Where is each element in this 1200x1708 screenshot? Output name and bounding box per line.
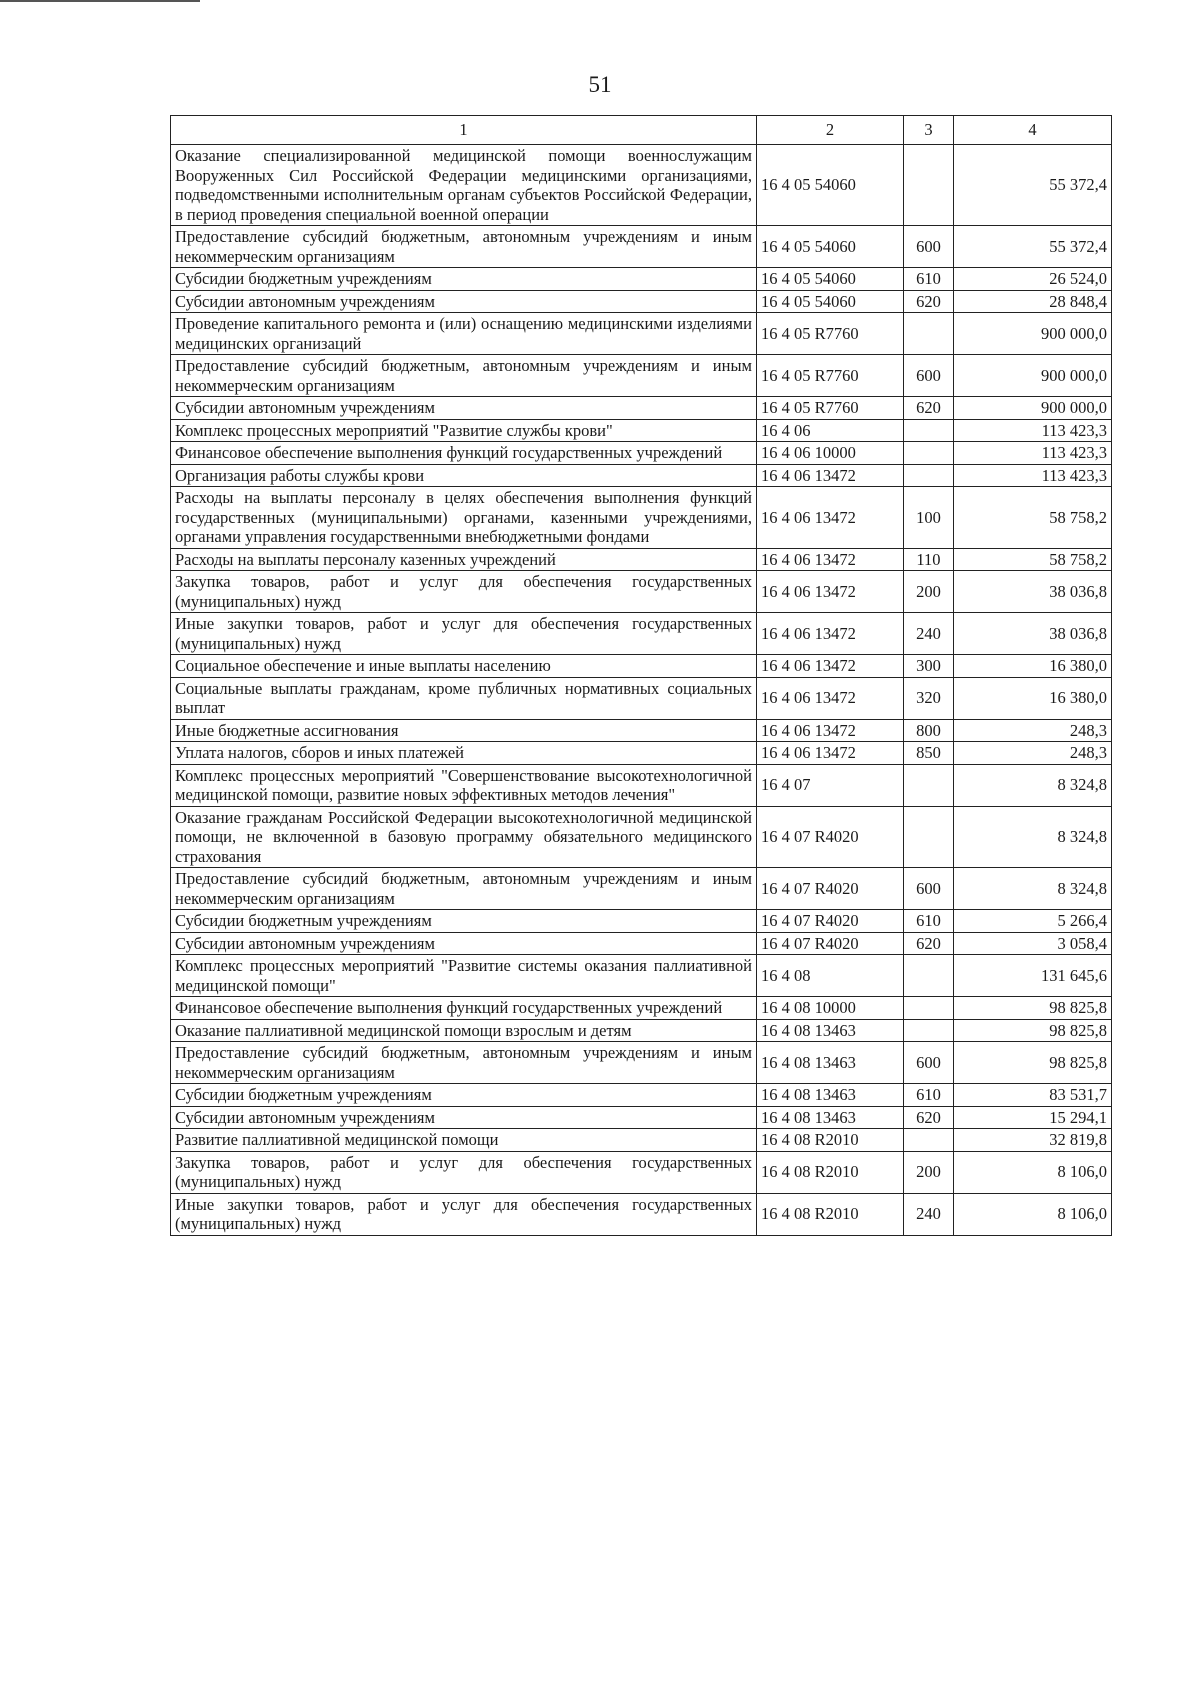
row-sum: 113 423,3 xyxy=(954,442,1112,465)
row-expense-type xyxy=(904,806,954,868)
row-code: 16 4 06 13472 xyxy=(757,613,904,655)
table-row xyxy=(171,868,1112,910)
row-sum: 32 819,8 xyxy=(954,1129,1112,1152)
row-code: 16 4 06 13472 xyxy=(757,548,904,571)
row-code: 16 4 07 R4020 xyxy=(757,932,904,955)
row-code: 16 4 08 13463 xyxy=(757,1019,904,1042)
row-name: Закупка товаров, работ и услуг для обеспечения государственных (муниципальных) нужд xyxy=(171,571,757,613)
row-code: 16 4 08 13463 xyxy=(757,1106,904,1129)
header-row xyxy=(171,116,1112,145)
row-expense-type: 300 xyxy=(904,655,954,678)
row-name: Иные закупки товаров, работ и услуг для обеспечения государственных (муниципальных) нужд xyxy=(171,1193,757,1235)
row-expense-type xyxy=(904,955,954,997)
row-code: 16 4 08 13463 xyxy=(757,1084,904,1107)
row-code: 16 4 05 54060 xyxy=(757,145,904,226)
table-row xyxy=(171,955,1112,997)
row-sum: 113 423,3 xyxy=(954,464,1112,487)
table-row xyxy=(171,1019,1112,1042)
row-sum: 98 825,8 xyxy=(954,997,1112,1020)
row-expense-type: 200 xyxy=(904,1151,954,1193)
table-row xyxy=(171,442,1112,465)
table-row xyxy=(171,290,1112,313)
table-row xyxy=(171,655,1112,678)
row-code: 16 4 08 R2010 xyxy=(757,1129,904,1152)
row-code: 16 4 08 xyxy=(757,955,904,997)
row-expense-type: 610 xyxy=(904,910,954,933)
row-name: Организация работы службы крови xyxy=(171,464,757,487)
row-expense-type: 610 xyxy=(904,268,954,291)
row-sum: 58 758,2 xyxy=(954,548,1112,571)
row-expense-type xyxy=(904,764,954,806)
row-name: Предоставление субсидий бюджетным, автономным учреждениям и иным некоммерческим организациям xyxy=(171,226,757,268)
table-row xyxy=(171,719,1112,742)
row-expense-type: 240 xyxy=(904,613,954,655)
row-expense-type: 850 xyxy=(904,742,954,765)
row-expense-type: 100 xyxy=(904,487,954,549)
table-row xyxy=(171,548,1112,571)
row-expense-type: 620 xyxy=(904,397,954,420)
row-name: Иные закупки товаров, работ и услуг для обеспечения государственных (муниципальных) нужд xyxy=(171,613,757,655)
table-row xyxy=(171,1106,1112,1129)
row-expense-type: 600 xyxy=(904,355,954,397)
row-name: Развитие паллиативной медицинской помощи xyxy=(171,1129,757,1152)
row-expense-type: 110 xyxy=(904,548,954,571)
row-sum: 55 372,4 xyxy=(954,145,1112,226)
row-code: 16 4 05 R7760 xyxy=(757,313,904,355)
row-sum: 8 324,8 xyxy=(954,764,1112,806)
row-code: 16 4 07 R4020 xyxy=(757,868,904,910)
row-name: Субсидии автономным учреждениям xyxy=(171,1106,757,1129)
row-name: Финансовое обеспечение выполнения функций государственных учреждений xyxy=(171,997,757,1020)
row-name: Субсидии автономным учреждениям xyxy=(171,932,757,955)
row-sum: 16 380,0 xyxy=(954,677,1112,719)
row-code: 16 4 07 xyxy=(757,764,904,806)
table-header xyxy=(171,116,1112,145)
row-code: 16 4 05 R7760 xyxy=(757,355,904,397)
row-code: 16 4 06 13472 xyxy=(757,677,904,719)
row-sum: 58 758,2 xyxy=(954,487,1112,549)
row-code: 16 4 05 54060 xyxy=(757,268,904,291)
row-code: 16 4 08 13463 xyxy=(757,1042,904,1084)
top-rule xyxy=(0,0,200,2)
row-name: Иные бюджетные ассигнования xyxy=(171,719,757,742)
table-row xyxy=(171,1129,1112,1152)
row-sum: 248,3 xyxy=(954,719,1112,742)
row-name: Субсидии бюджетным учреждениям xyxy=(171,268,757,291)
row-name: Субсидии бюджетным учреждениям xyxy=(171,1084,757,1107)
row-expense-type: 600 xyxy=(904,1042,954,1084)
row-code: 16 4 06 13472 xyxy=(757,464,904,487)
row-sum: 3 058,4 xyxy=(954,932,1112,955)
row-expense-type: 620 xyxy=(904,1106,954,1129)
row-name: Уплата налогов, сборов и иных платежей xyxy=(171,742,757,765)
row-code: 16 4 06 13472 xyxy=(757,487,904,549)
row-name: Расходы на выплаты персоналу казенных учреждений xyxy=(171,548,757,571)
row-expense-type: 620 xyxy=(904,932,954,955)
row-name: Комплекс процессных мероприятий "Развитие службы крови" xyxy=(171,419,757,442)
row-expense-type: 610 xyxy=(904,1084,954,1107)
row-code: 16 4 06 13472 xyxy=(757,742,904,765)
row-sum: 15 294,1 xyxy=(954,1106,1112,1129)
row-code: 16 4 07 R4020 xyxy=(757,910,904,933)
row-expense-type: 320 xyxy=(904,677,954,719)
row-expense-type xyxy=(904,1129,954,1152)
table-row xyxy=(171,910,1112,933)
row-sum: 38 036,8 xyxy=(954,613,1112,655)
row-sum: 98 825,8 xyxy=(954,1019,1112,1042)
row-name: Субсидии бюджетным учреждениям xyxy=(171,910,757,933)
row-name: Проведение капитального ремонта и (или) оснащению медицинскими изделиями медицинских организаций xyxy=(171,313,757,355)
row-code: 16 4 06 13472 xyxy=(757,655,904,678)
row-sum: 131 645,6 xyxy=(954,955,1112,997)
row-code: 16 4 06 13472 xyxy=(757,571,904,613)
table-row xyxy=(171,397,1112,420)
table-row xyxy=(171,571,1112,613)
table-row xyxy=(171,464,1112,487)
row-expense-type xyxy=(904,997,954,1020)
row-name: Оказание гражданам Российской Федерации высокотехнологичной медицинской помощи, не включенной в базовую программу обязательного медицинского страхования xyxy=(171,806,757,868)
row-name: Социальное обеспечение и иные выплаты населению xyxy=(171,655,757,678)
row-name: Предоставление субсидий бюджетным, автономным учреждениям и иным некоммерческим организациям xyxy=(171,868,757,910)
row-sum: 113 423,3 xyxy=(954,419,1112,442)
row-expense-type: 600 xyxy=(904,868,954,910)
table-row xyxy=(171,806,1112,868)
table-row xyxy=(171,1042,1112,1084)
table-row xyxy=(171,932,1112,955)
table-row xyxy=(171,313,1112,355)
table-row xyxy=(171,1151,1112,1193)
row-sum: 8 324,8 xyxy=(954,868,1112,910)
row-sum: 26 524,0 xyxy=(954,268,1112,291)
table-row xyxy=(171,1084,1112,1107)
table-body xyxy=(171,145,1112,1236)
row-name: Расходы на выплаты персоналу в целях обеспечения выполнения функций государственных (муниципальными) органами, казенными учреждениями, органами управления государственными внебюджетными фондами xyxy=(171,487,757,549)
row-sum: 900 000,0 xyxy=(954,355,1112,397)
row-code: 16 4 05 54060 xyxy=(757,290,904,313)
row-sum: 5 266,4 xyxy=(954,910,1112,933)
row-name: Комплекс процессных мероприятий "Совершенствование высокотехнологичной медицинской помощи, развитие новых эффективных методов лечения" xyxy=(171,764,757,806)
row-code: 16 4 07 R4020 xyxy=(757,806,904,868)
row-sum: 8 324,8 xyxy=(954,806,1112,868)
row-sum: 8 106,0 xyxy=(954,1151,1112,1193)
table-row xyxy=(171,613,1112,655)
row-expense-type: 800 xyxy=(904,719,954,742)
row-name: Предоставление субсидий бюджетным, автономным учреждениям и иным некоммерческим организациям xyxy=(171,355,757,397)
row-expense-type xyxy=(904,464,954,487)
table-row xyxy=(171,677,1112,719)
row-expense-type xyxy=(904,145,954,226)
row-code: 16 4 06 13472 xyxy=(757,719,904,742)
row-code: 16 4 08 R2010 xyxy=(757,1151,904,1193)
row-code: 16 4 06 10000 xyxy=(757,442,904,465)
table-row xyxy=(171,1193,1112,1235)
row-name: Финансовое обеспечение выполнения функций государственных учреждений xyxy=(171,442,757,465)
header-col-2: 2 xyxy=(757,116,904,145)
row-sum: 98 825,8 xyxy=(954,1042,1112,1084)
header-col-1: 1 xyxy=(171,116,757,145)
row-sum: 55 372,4 xyxy=(954,226,1112,268)
row-expense-type: 620 xyxy=(904,290,954,313)
row-sum: 38 036,8 xyxy=(954,571,1112,613)
row-code: 16 4 05 54060 xyxy=(757,226,904,268)
row-expense-type: 600 xyxy=(904,226,954,268)
row-sum: 900 000,0 xyxy=(954,313,1112,355)
table-row xyxy=(171,226,1112,268)
row-expense-type xyxy=(904,313,954,355)
row-name: Закупка товаров, работ и услуг для обеспечения государственных (муниципальных) нужд xyxy=(171,1151,757,1193)
row-code: 16 4 08 10000 xyxy=(757,997,904,1020)
row-name: Субсидии автономным учреждениям xyxy=(171,290,757,313)
row-name: Комплекс процессных мероприятий "Развитие системы оказания паллиативной медицинской помощи" xyxy=(171,955,757,997)
row-sum: 900 000,0 xyxy=(954,397,1112,420)
row-name: Оказание паллиативной медицинской помощи взрослым и детям xyxy=(171,1019,757,1042)
row-sum: 16 380,0 xyxy=(954,655,1112,678)
table-row xyxy=(171,419,1112,442)
table-row xyxy=(171,764,1112,806)
row-name: Предоставление субсидий бюджетным, автономным учреждениям и иным некоммерческим организациям xyxy=(171,1042,757,1084)
row-sum: 83 531,7 xyxy=(954,1084,1112,1107)
page-number: 51 xyxy=(588,72,612,97)
table-row xyxy=(171,997,1112,1020)
header-col-4: 4 xyxy=(954,116,1112,145)
table-row xyxy=(171,742,1112,765)
row-name: Социальные выплаты гражданам, кроме публичных нормативных социальных выплат xyxy=(171,677,757,719)
row-sum: 8 106,0 xyxy=(954,1193,1112,1235)
row-expense-type xyxy=(904,442,954,465)
row-expense-type xyxy=(904,419,954,442)
row-expense-type xyxy=(904,1019,954,1042)
row-sum: 28 848,4 xyxy=(954,290,1112,313)
row-expense-type: 200 xyxy=(904,571,954,613)
row-expense-type: 240 xyxy=(904,1193,954,1235)
budget-table xyxy=(170,115,1112,1236)
row-name: Субсидии автономным учреждениям xyxy=(171,397,757,420)
row-code: 16 4 05 R7760 xyxy=(757,397,904,420)
table-row xyxy=(171,487,1112,549)
table-row xyxy=(171,355,1112,397)
table-row xyxy=(171,268,1112,291)
row-code: 16 4 06 xyxy=(757,419,904,442)
header-col-3: 3 xyxy=(904,116,954,145)
row-name: Оказание специализированной медицинской помощи военнослужащим Вооруженных Сил Российской Федерации медицинскими организациями, подведомственными исполнительным органам субъектов Российской Федерации, в период проведения специальной военной операции xyxy=(171,145,757,226)
table-row xyxy=(171,145,1112,226)
row-code: 16 4 08 R2010 xyxy=(757,1193,904,1235)
row-sum: 248,3 xyxy=(954,742,1112,765)
